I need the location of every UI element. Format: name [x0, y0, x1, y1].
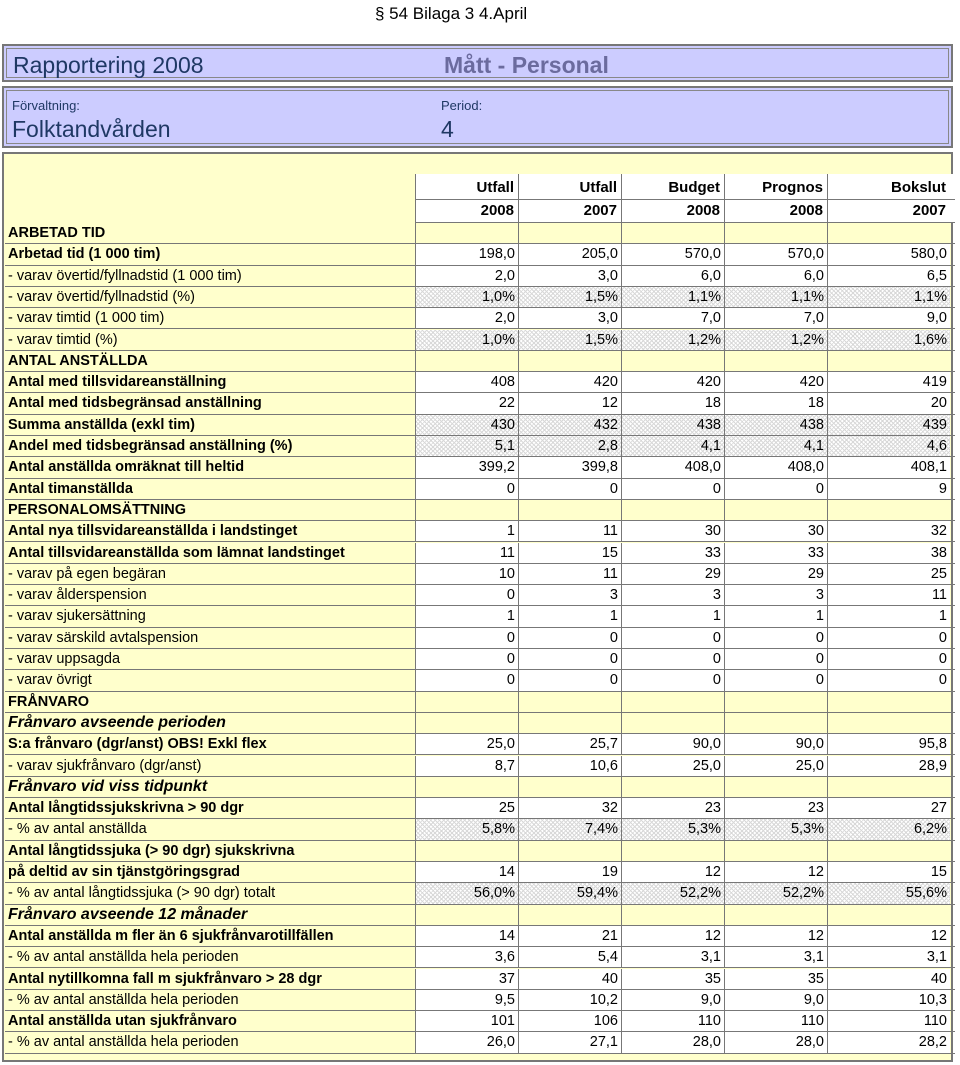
table-cell: 420	[621, 372, 724, 392]
admin-value: Folktandvården	[12, 116, 171, 142]
table-row	[5, 628, 955, 649]
row-label: Antal nytillkomna fall m sjukfrånvaro > 28 dgr	[8, 970, 322, 987]
table-cell	[518, 223, 621, 243]
table-row	[5, 500, 955, 521]
column-header	[518, 174, 621, 223]
table-cell: 8,7	[415, 756, 518, 776]
table-cell: 438	[621, 415, 724, 435]
table-cell: 419	[827, 372, 950, 392]
row-label: - % av antal anställda hela perioden	[8, 949, 239, 966]
table-cell: 0	[518, 628, 621, 648]
table-row	[5, 287, 955, 308]
table-cell: 28,2	[827, 1032, 950, 1052]
table-cell: 1	[724, 606, 827, 626]
table-cell	[415, 841, 518, 861]
table-row	[5, 415, 955, 436]
table-cell: 5,4	[518, 947, 621, 967]
row-label: S:a frånvaro (dgr/anst) OBS! Exkl flex	[8, 736, 267, 753]
table-row	[5, 1011, 955, 1032]
table-row	[5, 564, 955, 585]
table-cell: 35	[621, 969, 724, 989]
table-cell: 9,5	[415, 990, 518, 1010]
table-cell: 0	[621, 670, 724, 690]
table-cell: 28,9	[827, 756, 950, 776]
table-cell: 3,1	[827, 947, 950, 967]
table-row	[5, 479, 955, 500]
table-cell: 3,6	[415, 947, 518, 967]
table-cell: 1	[518, 606, 621, 626]
table-cell: 37	[415, 969, 518, 989]
row-label: - varav särskild avtalspension	[8, 629, 199, 646]
table-cell	[415, 713, 518, 733]
table-cell	[724, 777, 827, 797]
row-label: - % av antal anställda	[8, 821, 147, 838]
column-header-label: Budget	[668, 179, 720, 196]
table-cell	[724, 841, 827, 861]
table-cell: 399,8	[518, 457, 621, 477]
row-label: på deltid av sin tjänstgöringsgrad	[8, 864, 241, 880]
table-row	[5, 393, 955, 414]
table-row	[5, 798, 955, 819]
table-cell: 2,8	[518, 436, 621, 456]
table-cell: 0	[621, 649, 724, 669]
row-label: - % av antal anställda hela perioden	[8, 991, 239, 1008]
table-cell: 1,1%	[621, 287, 724, 307]
table-cell: 9,0	[621, 990, 724, 1010]
table-cell	[518, 905, 621, 925]
column-header-label: Utfall	[476, 179, 514, 196]
column-header-year: 2007	[912, 202, 946, 219]
table-cell: 25,0	[621, 756, 724, 776]
row-label: Antal långtidssjukskrivna > 90 dgr	[8, 800, 244, 817]
table-row	[5, 244, 955, 265]
table-row	[5, 862, 955, 883]
table-cell: 106	[518, 1011, 621, 1031]
row-label: Antal anställda omräknat till heltid	[8, 459, 245, 476]
table-cell: 90,0	[724, 734, 827, 754]
row-label: Antal anställda m fler än 6 sjukfrånvarotillfällen	[8, 927, 334, 944]
row-label: ARBETAD TID	[8, 225, 106, 241]
table-cell: 10,6	[518, 756, 621, 776]
table-row	[5, 543, 955, 564]
table-cell: 19	[518, 862, 621, 882]
table-cell	[827, 713, 950, 733]
table-cell	[827, 500, 950, 520]
table-cell: 56,0%	[415, 883, 518, 903]
table-cell: 0	[415, 649, 518, 669]
table-cell: 432	[518, 415, 621, 435]
column-header	[415, 174, 518, 223]
table-cell: 27,1	[518, 1032, 621, 1052]
table-cell: 6,5	[827, 266, 950, 286]
table-row	[5, 457, 955, 478]
table-cell	[621, 905, 724, 925]
table-cell: 110	[827, 1011, 950, 1031]
table-cell	[518, 841, 621, 861]
table-cell: 399,2	[415, 457, 518, 477]
table-cell: 4,1	[621, 436, 724, 456]
table-cell: 0	[621, 628, 724, 648]
table-cell: 0	[724, 670, 827, 690]
table-cell: 1,2%	[724, 330, 827, 350]
table-cell: 3,1	[621, 947, 724, 967]
table-cell: 11	[415, 543, 518, 563]
table-cell	[621, 777, 724, 797]
table-cell: 1,0%	[415, 330, 518, 350]
table-cell: 439	[827, 415, 950, 435]
table-cell: 3	[724, 585, 827, 605]
table-row	[5, 585, 955, 606]
row-label: Antal nya tillsvidareanställda i landstinget	[8, 523, 298, 540]
table-cell: 52,2%	[621, 883, 724, 903]
table-cell: 1	[415, 521, 518, 541]
table-row	[5, 1032, 955, 1053]
table-cell	[827, 692, 950, 712]
table-row	[5, 351, 955, 372]
table-cell: 12	[621, 862, 724, 882]
table-cell: 1,5%	[518, 287, 621, 307]
column-header-label: Utfall	[579, 179, 617, 196]
row-label: - % av antal långtidssjuka (> 90 dgr) totalt	[8, 885, 276, 902]
table-cell: 12	[724, 862, 827, 882]
column-header	[827, 174, 950, 223]
table-cell	[621, 692, 724, 712]
table-row	[5, 734, 955, 755]
table-cell: 0	[415, 628, 518, 648]
table-cell: 3	[621, 585, 724, 605]
table-cell: 1,6%	[827, 330, 950, 350]
table-row	[5, 372, 955, 393]
table-cell: 23	[724, 798, 827, 818]
table-cell	[621, 500, 724, 520]
table-cell: 0	[724, 649, 827, 669]
table-row	[5, 330, 955, 351]
table-cell: 6,2%	[827, 819, 950, 839]
page-reference: § 54 Bilaga 3 4.April	[375, 4, 528, 23]
column-header-year: 2008	[789, 202, 823, 219]
table-cell: 11	[827, 585, 950, 605]
table-cell: 40	[827, 969, 950, 989]
table-cell: 15	[827, 862, 950, 882]
table-cell: 12	[724, 926, 827, 946]
table-row	[5, 990, 955, 1011]
table-cell: 0	[621, 479, 724, 499]
row-label: Antal tillsvidareanställda som lämnat landstinget	[8, 544, 345, 561]
table-cell: 33	[724, 543, 827, 563]
table-row	[5, 521, 955, 542]
table-cell	[415, 223, 518, 243]
table-row	[5, 926, 955, 947]
table-cell	[827, 841, 950, 861]
table-cell: 26,0	[415, 1032, 518, 1052]
table-cell: 580,0	[827, 244, 950, 264]
row-label: Frånvaro avseende 12 månader	[8, 905, 248, 923]
report-info-bar	[2, 86, 953, 148]
table-row	[5, 756, 955, 777]
table-cell: 11	[518, 564, 621, 584]
table-cell: 7,0	[621, 308, 724, 328]
report-subtitle: Mått - Personal	[444, 52, 609, 78]
column-header	[621, 174, 724, 223]
table-row	[5, 841, 955, 862]
table-cell: 408,0	[724, 457, 827, 477]
table-cell: 3,0	[518, 266, 621, 286]
table-cell: 14	[415, 862, 518, 882]
row-label: - % av antal anställda hela perioden	[8, 1034, 239, 1051]
table-cell	[518, 713, 621, 733]
table-cell: 29	[621, 564, 724, 584]
table-cell: 0	[827, 670, 950, 690]
table-cell	[827, 351, 950, 371]
row-label: Frånvaro avseende perioden	[8, 713, 226, 731]
table-cell: 1,5%	[518, 330, 621, 350]
column-header-year: 2008	[480, 202, 514, 219]
table-cell: 1	[415, 606, 518, 626]
table-cell: 0	[827, 649, 950, 669]
table-cell: 6,0	[724, 266, 827, 286]
table-cell: 0	[827, 628, 950, 648]
column-header-year: 2008	[686, 202, 720, 219]
table-cell: 2,0	[415, 266, 518, 286]
table-cell: 5,3%	[724, 819, 827, 839]
period-label: Period:	[441, 98, 483, 113]
table-cell: 25	[827, 564, 950, 584]
table-row	[5, 266, 955, 287]
table-row	[5, 692, 955, 713]
table-cell: 110	[621, 1011, 724, 1031]
table-cell: 59,4%	[518, 883, 621, 903]
table-cell	[415, 905, 518, 925]
table-cell: 30	[621, 521, 724, 541]
table-cell	[415, 692, 518, 712]
table-cell	[827, 223, 950, 243]
table-cell: 5,3%	[621, 819, 724, 839]
table-row	[5, 308, 955, 329]
table-cell: 0	[724, 628, 827, 648]
row-label: - varav på egen begäran	[8, 565, 166, 582]
table-cell	[724, 692, 827, 712]
row-label: - varav övertid/fyllnadstid (%)	[8, 288, 195, 305]
table-cell	[827, 777, 950, 797]
table-cell: 90,0	[621, 734, 724, 754]
row-label: - varav ålderspension	[8, 587, 147, 604]
row-label: - varav timtid (%)	[8, 331, 118, 348]
table-cell: 0	[415, 585, 518, 605]
table-cell: 0	[518, 479, 621, 499]
row-label: PERSONALOMSÄTTNING	[8, 501, 187, 518]
column-header-label: Prognos	[762, 179, 823, 196]
row-label: - varav övrigt	[8, 672, 92, 689]
table-row	[5, 947, 955, 968]
table-cell: 420	[518, 372, 621, 392]
table-cell: 21	[518, 926, 621, 946]
table-cell: 32	[827, 521, 950, 541]
table-cell: 1,0%	[415, 287, 518, 307]
table-cell: 101	[415, 1011, 518, 1031]
table-cell: 198,0	[415, 244, 518, 264]
table-row	[5, 606, 955, 627]
table-cell: 6,0	[621, 266, 724, 286]
table-cell: 1	[827, 606, 950, 626]
table-cell: 570,0	[724, 244, 827, 264]
table-cell: 38	[827, 543, 950, 563]
table-cell: 35	[724, 969, 827, 989]
table-cell: 14	[415, 926, 518, 946]
report-title: Rapportering 2008	[13, 52, 204, 78]
table-cell	[518, 692, 621, 712]
table-cell: 0	[518, 670, 621, 690]
period-value: 4	[441, 116, 454, 142]
table-cell: 4,6	[827, 436, 950, 456]
row-label: Antal timanställda	[8, 480, 133, 497]
table-row	[5, 905, 955, 926]
table-row	[5, 883, 955, 904]
row-label: Antal anställda utan sjukfrånvaro	[8, 1013, 237, 1030]
table-row	[5, 969, 955, 990]
table-cell: 3,1	[724, 947, 827, 967]
row-label: - varav sjukersättning	[8, 608, 146, 625]
column-header-label: Bokslut	[890, 179, 946, 196]
table-cell: 25,0	[724, 756, 827, 776]
table-cell: 1,1%	[724, 287, 827, 307]
table-cell	[724, 351, 827, 371]
table-cell: 23	[621, 798, 724, 818]
table-cell: 29	[724, 564, 827, 584]
table-row	[5, 819, 955, 840]
row-label: - varav övertid/fyllnadstid (1 000 tim)	[8, 267, 242, 284]
table-cell	[621, 841, 724, 861]
table-cell: 9	[827, 479, 950, 499]
table-cell: 28,0	[621, 1032, 724, 1052]
table-cell	[827, 905, 950, 925]
table-cell: 5,1	[415, 436, 518, 456]
table-cell: 40	[518, 969, 621, 989]
table-cell: 10,3	[827, 990, 950, 1010]
table-cell: 205,0	[518, 244, 621, 264]
row-label: Summa anställda (exkl tim)	[8, 416, 195, 433]
table-cell: 0	[724, 479, 827, 499]
row-label: - varav sjukfrånvaro (dgr/anst)	[8, 757, 202, 774]
report-title-bar	[2, 44, 953, 82]
column-header	[724, 174, 827, 223]
table-cell: 32	[518, 798, 621, 818]
table-cell: 7,0	[724, 308, 827, 328]
table-cell: 430	[415, 415, 518, 435]
table-cell: 95,8	[827, 734, 950, 754]
table-cell: 52,2%	[724, 883, 827, 903]
table-cell	[518, 351, 621, 371]
table-cell	[518, 777, 621, 797]
table-cell: 12	[827, 926, 950, 946]
table-cell: 18	[724, 393, 827, 413]
table-cell: 420	[724, 372, 827, 392]
table-cell: 3	[518, 585, 621, 605]
table-cell	[415, 351, 518, 371]
row-label: Antal med tillsvidareanställning	[8, 374, 227, 391]
table-cell: 1	[621, 606, 724, 626]
table-cell: 9,0	[724, 990, 827, 1010]
row-label: Frånvaro vid viss tidpunkt	[8, 777, 208, 795]
table-cell: 2,0	[415, 308, 518, 328]
table-cell: 9,0	[827, 308, 950, 328]
table-cell: 0	[415, 479, 518, 499]
admin-label: Förvaltning:	[12, 98, 80, 113]
table-row	[5, 223, 955, 244]
table-cell	[415, 777, 518, 797]
row-label: Antal långtidssjuka (> 90 dgr) sjukskrivna	[8, 842, 295, 859]
table-cell: 25,0	[415, 734, 518, 754]
table-cell	[724, 500, 827, 520]
table-cell: 22	[415, 393, 518, 413]
table-row	[5, 670, 955, 691]
table-cell: 438	[724, 415, 827, 435]
table-cell	[621, 351, 724, 371]
table-row	[5, 436, 955, 457]
table-cell: 0	[518, 649, 621, 669]
column-header-year: 2007	[583, 202, 617, 219]
table-cell	[621, 713, 724, 733]
table-cell: 10,2	[518, 990, 621, 1010]
row-label: - varav uppsagda	[8, 651, 121, 667]
table-cell: 3,0	[518, 308, 621, 328]
row-label: FRÅNVARO	[8, 693, 90, 710]
table-cell: 4,1	[724, 436, 827, 456]
table-cell: 28,0	[724, 1032, 827, 1052]
table-cell: 0	[415, 670, 518, 690]
table-cell: 12	[518, 393, 621, 413]
table-cell	[724, 223, 827, 243]
table-cell: 25	[415, 798, 518, 818]
table-cell: 12	[621, 926, 724, 946]
table-cell: 27	[827, 798, 950, 818]
table-cell: 33	[621, 543, 724, 563]
table-cell: 570,0	[621, 244, 724, 264]
row-label: Arbetad tid (1 000 tim)	[8, 246, 161, 263]
table-row	[5, 649, 955, 670]
table-cell: 15	[518, 543, 621, 563]
table-cell: 1,1%	[827, 287, 950, 307]
row-label: - varav timtid (1 000 tim)	[8, 310, 165, 327]
table-cell: 5,8%	[415, 819, 518, 839]
table-cell: 18	[621, 393, 724, 413]
table-cell: 110	[724, 1011, 827, 1031]
table-cell: 25,7	[518, 734, 621, 754]
table-cell: 11	[518, 521, 621, 541]
table-row	[5, 713, 955, 734]
table-cell: 10	[415, 564, 518, 584]
table-cell	[621, 223, 724, 243]
table-cell: 408	[415, 372, 518, 392]
table-cell: 408,0	[621, 457, 724, 477]
table-cell: 20	[827, 393, 950, 413]
table-cell	[724, 713, 827, 733]
table-cell	[724, 905, 827, 925]
table-cell: 7,4%	[518, 819, 621, 839]
table-cell: 30	[724, 521, 827, 541]
table-row	[5, 777, 955, 798]
row-label: ANTAL ANSTÄLLDA	[8, 352, 148, 369]
table-cell: 408,1	[827, 457, 950, 477]
table-cell	[518, 500, 621, 520]
row-label: Andel med tidsbegränsad anställning (%)	[8, 438, 293, 454]
table-cell: 1,2%	[621, 330, 724, 350]
table-cell: 55,6%	[827, 883, 950, 903]
row-label: Antal med tidsbegränsad anställning	[8, 395, 262, 412]
table-cell	[415, 500, 518, 520]
